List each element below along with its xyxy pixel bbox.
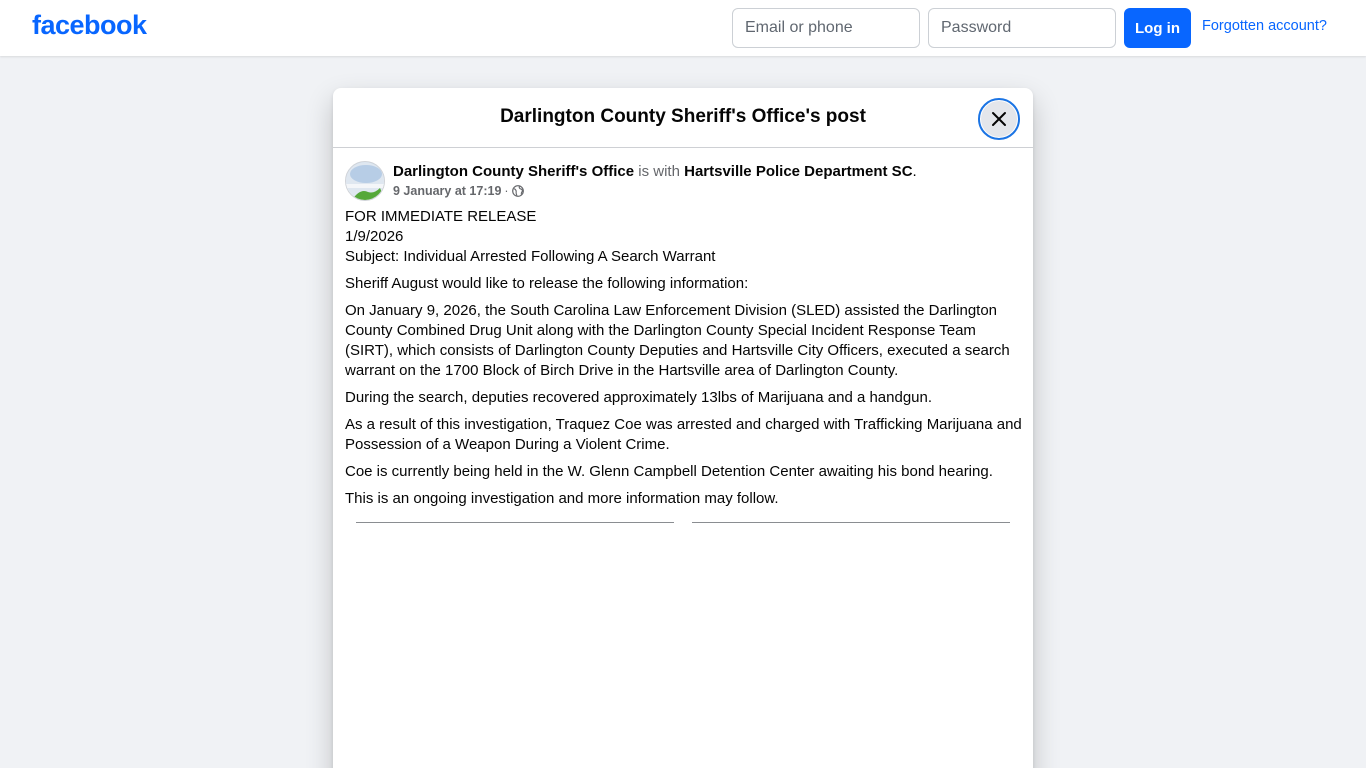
paragraph: This is an ongoing investigation and more information may follow.: [345, 490, 779, 507]
password-field[interactable]: [928, 8, 1116, 48]
top-bar: [0, 0, 1366, 56]
paragraph: On January 9, 2026, the South Carolina Law Enforcement Division (SLED) assisted the Darlington County Combined Drug Unit along with the Darlington County Special Incident Response Team (SIRT), which consists of Darlington County Deputies and Hartsville City Officers, executed a search warrant on the 1700 Block of Birch Drive in the Hartsville area of Darlington County.: [345, 302, 1010, 379]
media-divider: [356, 522, 1011, 524]
email-field[interactable]: [732, 8, 920, 48]
release-date: 1/9/2026: [345, 228, 404, 245]
paragraph: Coe is currently being held in the W. Glenn Campbell Detention Center awaiting his bond hearing.: [345, 463, 993, 480]
dialog-header: [333, 88, 1033, 148]
post-text: [345, 207, 1025, 516]
with-text: is with: [638, 163, 680, 180]
author-line: [393, 162, 1013, 182]
paragraph: During the search, deputies recovered approximately 13lbs of Marijuana and a handgun.: [345, 389, 933, 406]
divider-left: [356, 522, 674, 523]
post-header: [345, 161, 1021, 205]
meta-separator: ·: [504, 184, 509, 198]
login-button[interactable]: Log in: [1124, 8, 1191, 48]
post-dialog: [333, 88, 1033, 768]
facebook-logo[interactable]: facebook: [32, 10, 147, 40]
release-subject: Subject: Individual Arrested Following A Search Warrant: [345, 248, 716, 265]
divider-right: [692, 522, 1010, 523]
avatar-image: [346, 162, 385, 201]
close-icon: [991, 111, 1007, 127]
globe-icon[interactable]: [512, 185, 524, 197]
post-meta: [393, 183, 524, 199]
paragraph: Sheriff August would like to release the following information:: [345, 275, 749, 292]
post-timestamp[interactable]: 9 January at 17:19: [393, 184, 502, 198]
avatar[interactable]: [345, 161, 385, 201]
tagged-page-link[interactable]: Hartsville Police Department SC: [684, 163, 913, 180]
close-button[interactable]: [978, 98, 1020, 140]
author-name-link[interactable]: Darlington County Sheriff's Office: [393, 163, 635, 180]
forgotten-account-link[interactable]: Forgotten account?: [1202, 18, 1327, 34]
release-heading: FOR IMMEDIATE RELEASE: [345, 208, 537, 225]
dialog-title: Darlington County Sheriff's Office's post: [500, 106, 866, 127]
tagged-suffix: .: [912, 163, 917, 180]
paragraph: As a result of this investigation, Traquez Coe was arrested and charged with Trafficking Marijuana and Possession of a Weapon During a Violent Crime.: [345, 416, 1022, 453]
